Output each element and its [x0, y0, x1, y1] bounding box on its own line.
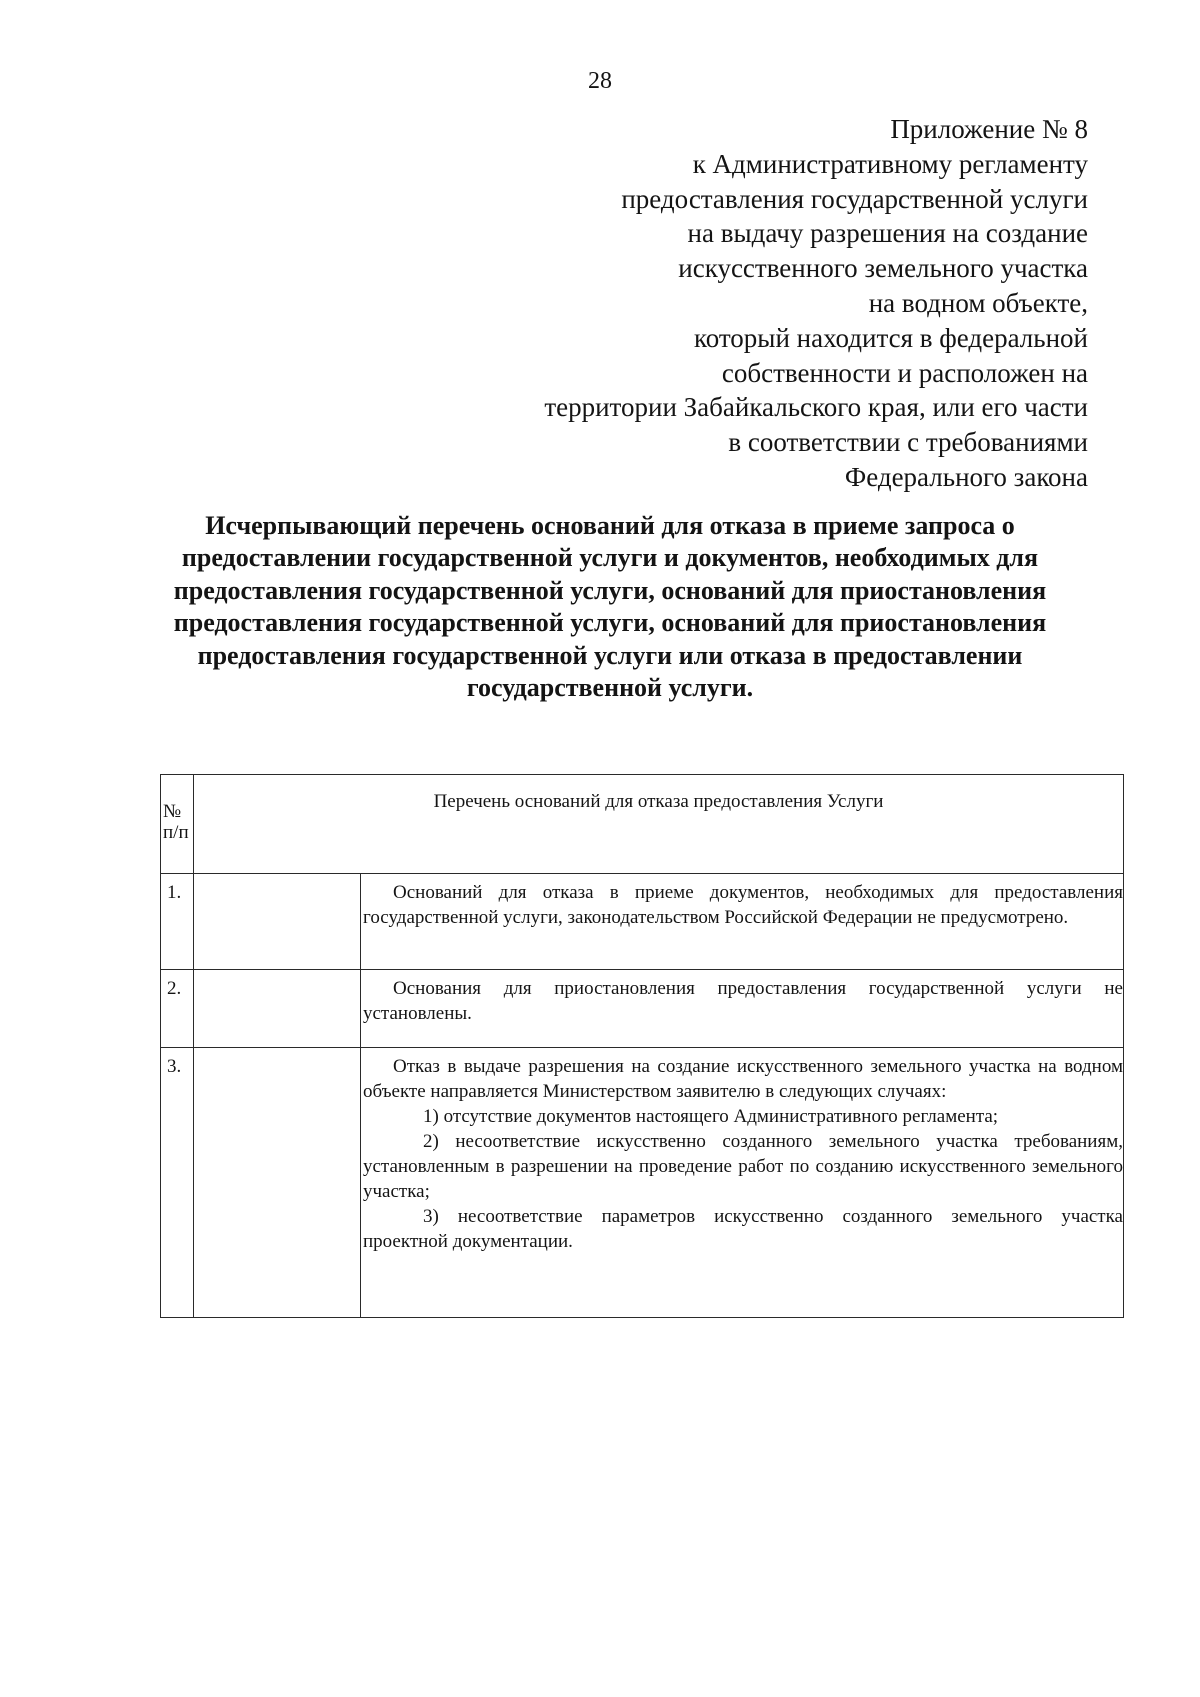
refusal-item: 2) несоответствие искусственно созданного земельного участка требованиям, установленным в разрешении на проведение работ по созданию искусственного земельного участка;: [363, 1131, 1123, 1202]
table-row: [161, 874, 1124, 970]
heading-line: Исчерпывающий перечень оснований для отказа в приеме запроса о: [205, 511, 1015, 540]
document-heading: [140, 510, 1080, 704]
row-text: [361, 1048, 1124, 1318]
header-title: Перечень оснований для отказа предоставления Услуги: [194, 775, 1124, 874]
appendix-line: Федерального закона: [844, 461, 1088, 492]
appendix-line: к Административному регламенту: [692, 148, 1088, 179]
appendix-line: Приложение № 8: [890, 114, 1088, 144]
row-text: Основания для приостановления предоставления государственной услуги не установлены.: [361, 970, 1124, 1048]
empty-cell: [194, 874, 361, 970]
heading-line: предоставления государственной услуги, оснований для приостановления: [173, 608, 1047, 638]
header-number: № п/п: [161, 775, 194, 874]
row-number: 2.: [161, 970, 194, 1048]
heading-line: предоставления государственной услуги или отказа в предоставлении: [197, 640, 1023, 670]
heading-line: предоставления государственной услуги, оснований для приостановления: [173, 575, 1047, 605]
page-number: 28: [588, 68, 612, 94]
refusal-intro: Отказ в выдаче разрешения на создание искусственного земельного участка на водном объекте направляется Министерством заявителю в следующих случаях:: [363, 1056, 1123, 1102]
row-number: 3.: [161, 1048, 194, 1318]
appendix-line: территории Забайкальского края, или его части: [544, 392, 1088, 423]
appendix-line: на водном объекте,: [868, 287, 1088, 318]
refusal-item: 1) отсутствие документов настоящего Административного регламента;: [423, 1106, 999, 1127]
table-row: [161, 1048, 1124, 1318]
heading-line: предоставлении государственной услуги и документов, необходимых для: [181, 543, 1039, 573]
appendix-line: собственности и расположен на: [721, 357, 1088, 388]
appendix-line: на выдачу разрешения на создание: [687, 218, 1088, 249]
table-row: [161, 970, 1124, 1048]
refusal-item: 3) несоответствие параметров искусственно созданного земельного участка проектной документации.: [363, 1206, 1123, 1252]
grounds-table: [160, 774, 1124, 1318]
row-text: Оснований для отказа в приеме документов, необходимых для предоставления государственной услуги, законодательством Российской Федерации не предусмотрено.: [361, 874, 1124, 970]
table-header-row: [161, 775, 1124, 874]
row-number: 1.: [161, 874, 194, 970]
appendix-line: предоставления государственной услуги: [621, 183, 1088, 214]
appendix-line: который находится в федеральной: [693, 322, 1088, 353]
appendix-block: [468, 112, 1088, 495]
appendix-line: в соответствии с требованиями: [728, 427, 1088, 458]
empty-cell: [194, 970, 361, 1048]
heading-line: государственной услуги.: [466, 673, 754, 703]
appendix-line: искусственного земельного участка: [678, 253, 1088, 284]
empty-cell: [194, 1048, 361, 1318]
